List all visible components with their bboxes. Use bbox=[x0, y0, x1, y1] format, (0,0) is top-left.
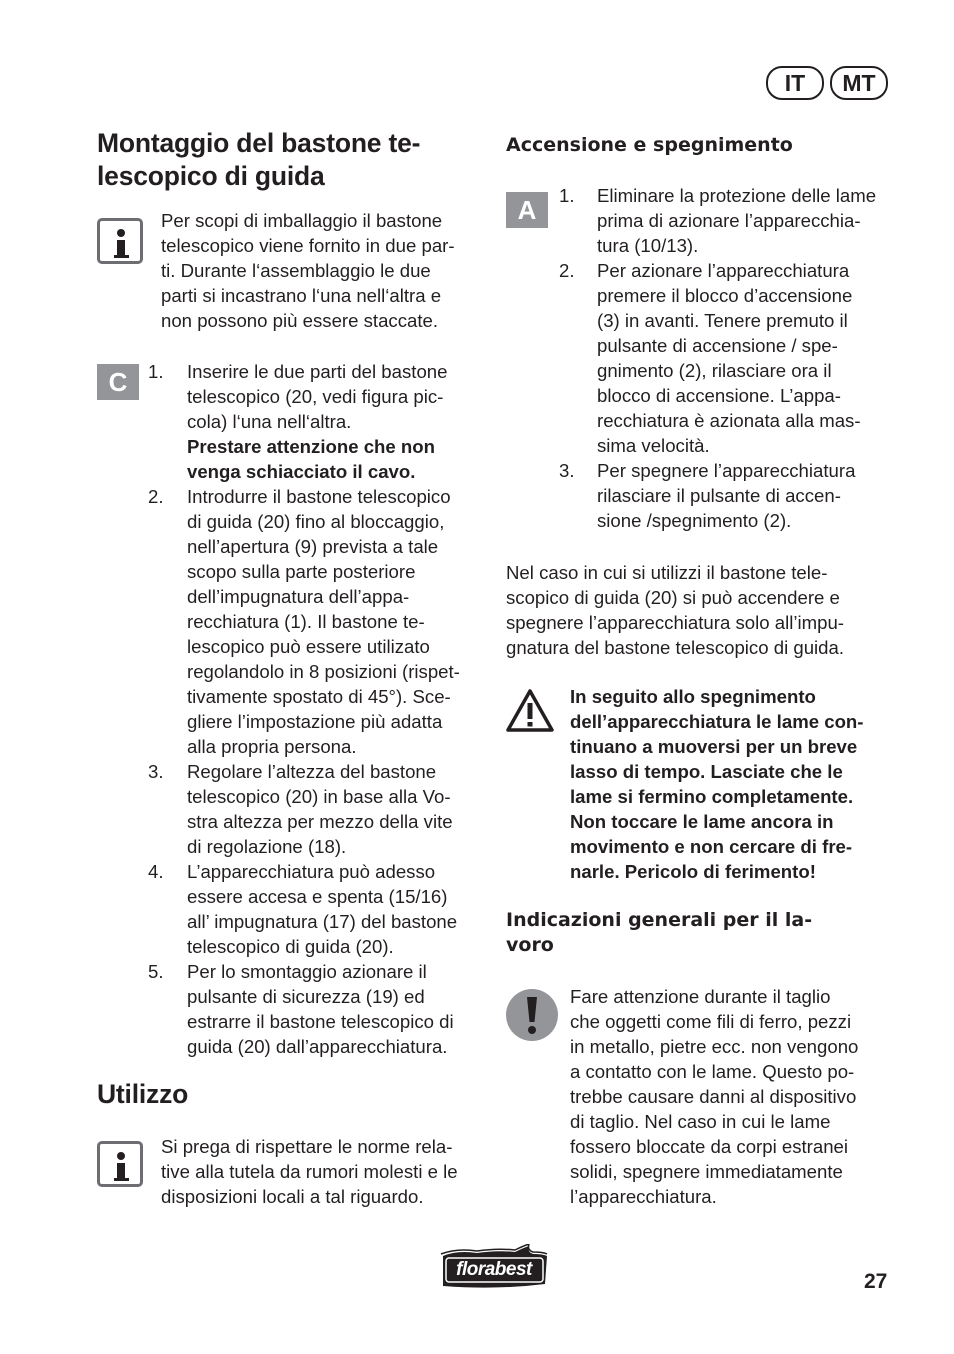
caution-note bbox=[570, 984, 858, 1209]
list-item bbox=[148, 859, 488, 959]
text-line: tinuano a muoversi per un breve bbox=[570, 736, 858, 757]
language-badge-mt: MT bbox=[830, 66, 888, 100]
figure-label-a: A bbox=[506, 192, 548, 228]
text-line: In seguito allo spegnimento bbox=[570, 686, 816, 707]
telescopic-handle-note bbox=[506, 560, 844, 660]
list-item bbox=[148, 959, 488, 1059]
section-title-general bbox=[506, 908, 812, 958]
text-line: dell’apparecchiatura le lame con- bbox=[570, 711, 864, 732]
text-line: in metallo, pietre ecc. non vengono bbox=[570, 1036, 859, 1057]
text-line: prima di azionare l’apparecchia- bbox=[597, 210, 861, 231]
text-line: narle. Pericolo di ferimento! bbox=[570, 861, 816, 882]
text-line: telescopico di guida (20). bbox=[187, 936, 394, 957]
list-item bbox=[559, 458, 899, 533]
step-number: 2. bbox=[559, 260, 575, 281]
text-line: pulsante di accensione / spe- bbox=[597, 335, 838, 356]
text-line: alla propria persona. bbox=[187, 736, 357, 757]
info-icon bbox=[97, 218, 143, 264]
section-title-switching: Accensione e spegnimento bbox=[506, 134, 793, 156]
text-line: telescopico (20) in base alla Vo- bbox=[187, 786, 451, 807]
switching-steps bbox=[559, 183, 899, 533]
text-line: essere accesa e spenta (15/16) bbox=[187, 886, 448, 907]
text-line: tura (10/13). bbox=[597, 235, 699, 256]
text-line: spegnere l’apparecchiatura solo all’impu- bbox=[506, 612, 844, 633]
text-line: telescopico viene fornito in due par- bbox=[161, 235, 455, 256]
text-line: gnatura del bastone telescopico di guida. bbox=[506, 637, 845, 658]
step-number: 4. bbox=[148, 861, 164, 882]
text-line: disposizioni locali a tal riguardo. bbox=[161, 1186, 424, 1207]
text-line: Non toccare le lame ancora in bbox=[570, 811, 834, 832]
info-note-packaging bbox=[161, 208, 455, 333]
text-line: lasso di tempo. Lasciate che le bbox=[570, 761, 843, 782]
text-line: di regolazione (18). bbox=[187, 836, 347, 857]
list-item bbox=[148, 359, 488, 484]
text-line: l’apparecchiatura. bbox=[570, 1186, 717, 1207]
figure-label-c: C bbox=[97, 364, 139, 400]
warning-text-line: Prestare attenzione che non bbox=[187, 436, 435, 457]
text-line: pulsante di sicurezza (19) ed bbox=[187, 986, 425, 1007]
text-line: Nel caso in cui si utilizzi il bastone tele- bbox=[506, 562, 828, 583]
text-line: sima velocità. bbox=[597, 435, 710, 456]
step-number: 2. bbox=[148, 486, 164, 507]
section-title-usage: Utilizzo bbox=[97, 1079, 189, 1109]
text-line: regolandolo in 8 posizioni (rispet- bbox=[187, 661, 460, 682]
section-title-assembly bbox=[97, 127, 420, 193]
caution-exclamation-icon bbox=[505, 988, 559, 1042]
step-number: 1. bbox=[559, 185, 575, 206]
text-line: estrarre il bastone telescopico di bbox=[187, 1011, 454, 1032]
text-line: dell’impugnatura dell’appa- bbox=[187, 586, 410, 607]
list-item bbox=[559, 183, 899, 258]
text-line: nell’apertura (9) prevista a tale bbox=[187, 536, 439, 557]
text-line: che oggetti come fili di ferro, pezzi bbox=[570, 1011, 852, 1032]
text-line: lescopico può essere utilizato bbox=[187, 636, 430, 657]
info-note-noise bbox=[161, 1134, 458, 1209]
list-item bbox=[148, 759, 488, 859]
text-line: cola) l‘una nell‘altra. bbox=[187, 411, 352, 432]
language-badge-it: IT bbox=[766, 66, 824, 100]
text-line: scopo sulla parte posteriore bbox=[187, 561, 416, 582]
text-line: recchiatura è azionata alla mas- bbox=[597, 410, 861, 431]
brand-name: florabest bbox=[456, 1259, 532, 1280]
step-number: 3. bbox=[559, 460, 575, 481]
text-line: parti si incastrano l‘una nell‘altra e bbox=[161, 285, 442, 306]
warning-triangle-icon bbox=[505, 688, 555, 734]
text-line: solidi, spegnere immediatamente bbox=[570, 1161, 843, 1182]
text-line: trebbe causare danni al dispositivo bbox=[570, 1086, 857, 1107]
text-line: lame si fermino completamente. bbox=[570, 786, 854, 807]
text-line: non possono più essere staccate. bbox=[161, 310, 439, 331]
text-line: di guida (20) fino al bloccaggio, bbox=[187, 511, 445, 532]
text-line: Inserire le due parti del bastone bbox=[187, 361, 448, 382]
text-line: tivamente spostato di 45°). Sce- bbox=[187, 686, 451, 707]
text-line: all’ impugnatura (17) del bastone bbox=[187, 911, 458, 932]
title-line: voro bbox=[506, 934, 554, 956]
text-line: L’apparecchiatura può adesso bbox=[187, 861, 436, 882]
text-line: Per lo smontaggio azionare il bbox=[187, 961, 427, 982]
text-line: scopico di guida (20) si può accendere e bbox=[506, 587, 840, 608]
title-line: Indicazioni generali per il la- bbox=[506, 909, 813, 931]
title-line: lescopico di guida bbox=[97, 161, 325, 191]
text-line: premere il blocco d’accensione bbox=[597, 285, 853, 306]
text-line: (3) in avanti. Tenere premuto il bbox=[597, 310, 848, 331]
step-number: 5. bbox=[148, 961, 164, 982]
text-line: Per azionare l’apparecchiatura bbox=[597, 260, 850, 281]
text-line: gliere l’impostazione più adatta bbox=[187, 711, 443, 732]
text-line: gnimento (2), rilasciare ora il bbox=[597, 360, 832, 381]
warning-note bbox=[570, 684, 863, 884]
text-line: guida (20) dall’apparecchiatura. bbox=[187, 1036, 448, 1057]
text-line: blocco di accensione. L’appa- bbox=[597, 385, 841, 406]
text-line: Introdurre il bastone telescopico bbox=[187, 486, 451, 507]
text-line: a contatto con le lame. Questo po- bbox=[570, 1061, 855, 1082]
text-line: Per spegnere l’apparecchiatura bbox=[597, 460, 856, 481]
page-number: 27 bbox=[864, 1270, 888, 1293]
text-line: Eliminare la protezione delle lame bbox=[597, 185, 877, 206]
title-line: Montaggio del bastone te- bbox=[97, 128, 421, 158]
warning-text-line: venga schiacciato il cavo. bbox=[187, 461, 416, 482]
brand-logo bbox=[437, 1244, 551, 1292]
list-item bbox=[559, 258, 899, 458]
text-line: Si prega di rispettare le norme rela- bbox=[161, 1136, 453, 1157]
assembly-steps bbox=[148, 359, 488, 1059]
list-item bbox=[148, 484, 488, 759]
text-line: movimento e non cercare di fre- bbox=[570, 836, 853, 857]
text-line: Regolare l’altezza del bastone bbox=[187, 761, 437, 782]
text-line: recchiatura (1). Il bastone te- bbox=[187, 611, 425, 632]
text-line: Fare attenzione durante il taglio bbox=[570, 986, 831, 1007]
step-number: 3. bbox=[148, 761, 164, 782]
step-number: 1. bbox=[148, 361, 164, 382]
text-line: Per scopi di imballaggio il bastone bbox=[161, 210, 443, 231]
text-line: stra altezza per mezzo della vite bbox=[187, 811, 453, 832]
text-line: tive alla tutela da rumori molesti e le bbox=[161, 1161, 458, 1182]
text-line: telescopico (20, vedi figura pic- bbox=[187, 386, 444, 407]
text-line: fossero bloccate da corpi estranei bbox=[570, 1136, 849, 1157]
text-line: ti. Durante l‘assemblaggio le due bbox=[161, 260, 431, 281]
info-icon bbox=[97, 1141, 143, 1187]
text-line: sione /spegnimento (2). bbox=[597, 510, 792, 531]
text-line: rilasciare il pulsante di accen- bbox=[597, 485, 841, 506]
text-line: di taglio. Nel caso in cui le lame bbox=[570, 1111, 831, 1132]
